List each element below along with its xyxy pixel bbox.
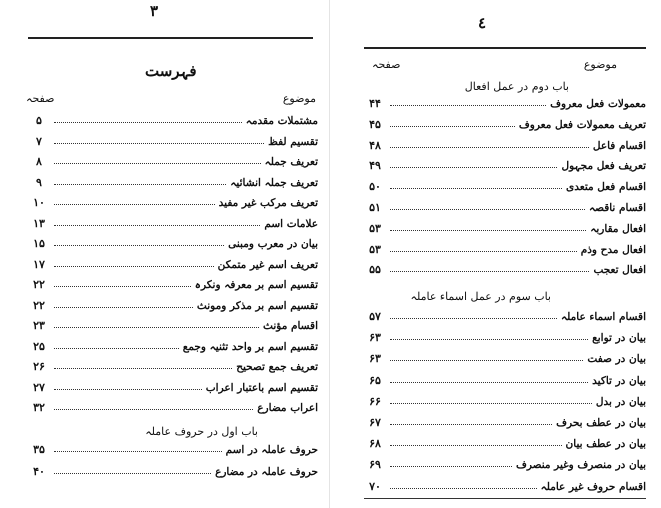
- toc-entry: [28, 215, 318, 233]
- toc-entry: [364, 478, 646, 496]
- toc-entry: [364, 199, 646, 217]
- column-page-label: صفحہ: [372, 58, 401, 71]
- toc-page-number: ۶۳: [369, 331, 381, 345]
- toc-entry: [28, 338, 318, 356]
- toc-leader-dots: [54, 368, 232, 369]
- toc-page-number: ۵۰: [369, 180, 381, 194]
- toc-leader-dots: [54, 266, 214, 267]
- toc-page-number: ۶۸: [369, 437, 381, 451]
- toc-entry: [28, 174, 318, 192]
- toc-page-number: ۶۶: [369, 394, 381, 408]
- toc-entry: [28, 358, 318, 376]
- toc-leader-dots: [390, 126, 515, 127]
- toc-page-number: ۷۰: [369, 479, 381, 493]
- column-page-label: صفحہ: [26, 92, 55, 105]
- toc-page-number: ۴۰: [33, 465, 45, 478]
- toc-entry-title: تعریف جملہ: [264, 156, 318, 168]
- toc-entry-title: تعریف جمع تصحیح: [236, 361, 318, 373]
- toc-entry-title: حروف عاملہ در مضارع: [215, 466, 318, 478]
- toc-entry: [28, 276, 318, 294]
- right-page: [330, 0, 661, 508]
- toc-leader-dots: [54, 451, 222, 452]
- toc-leader-dots: [390, 382, 588, 383]
- page-title: فہرست: [145, 62, 197, 80]
- toc-entry: [28, 133, 318, 151]
- toc-page-number: ۵۳: [369, 242, 381, 256]
- toc-entry: [28, 194, 318, 212]
- toc-entry-title: اقسام فاعل: [592, 139, 646, 152]
- toc-leader-dots: [390, 466, 512, 467]
- toc-entry-title: اقسام مؤنث: [263, 320, 318, 332]
- toc-leader-dots: [54, 389, 202, 390]
- toc-entry-title: بیان در توابع: [592, 332, 646, 345]
- toc-page-number: ۵۵: [369, 263, 381, 277]
- footer-rule: [364, 498, 646, 499]
- toc-leader-dots: [390, 318, 557, 319]
- toc-entry: [28, 256, 318, 274]
- toc-entry: [28, 297, 318, 315]
- toc-page-number: ۲۵: [33, 339, 45, 353]
- toc-entry-title: بیان در عطف بیان: [565, 438, 646, 451]
- toc-page-number: ۲۷: [33, 380, 45, 394]
- toc-page-number: ۶۵: [369, 373, 381, 387]
- toc-entry: [28, 112, 318, 130]
- toc-leader-dots: [390, 251, 577, 252]
- section-heading: باب سوم در عمل اسماء عاملہ: [410, 290, 551, 303]
- toc-page-number: ۴۴: [369, 97, 381, 110]
- toc-entry-title: تعریف جملہ انشائیہ: [230, 176, 318, 189]
- toc-page-number: ۱۵: [33, 237, 45, 250]
- toc-page-number: ۲۳: [33, 319, 45, 332]
- toc-leader-dots: [390, 105, 546, 106]
- page-number: ٤: [478, 14, 487, 32]
- toc-page-number: ۵۳: [369, 221, 381, 235]
- toc-entry-title: اقسام اسماء عاملہ: [561, 311, 646, 323]
- toc-entry: [364, 372, 646, 390]
- toc-entry-title: تقسیم اسم بر مذکر ومونث: [196, 299, 318, 312]
- toc-page-number: ۵۷: [369, 310, 381, 323]
- toc-page-number: ۲۶: [33, 360, 45, 373]
- toc-leader-dots: [54, 184, 226, 185]
- toc-leader-dots: [390, 271, 589, 272]
- toc-page-number: ۱۳: [33, 216, 45, 230]
- toc-entry-title: بیان در تاکید: [592, 374, 646, 387]
- column-topic-label: موضوع: [282, 92, 316, 105]
- header-rule: [28, 37, 313, 39]
- toc-entry: [28, 153, 318, 171]
- toc-entry-title: اقسام فعل متعدی: [566, 181, 646, 194]
- toc-entry: [364, 241, 646, 259]
- left-page: [0, 0, 330, 508]
- toc-leader-dots: [390, 188, 562, 189]
- toc-page-number: ۴۹: [369, 159, 381, 173]
- toc-page-number: ۶۳: [369, 352, 381, 366]
- toc-entry: [364, 116, 646, 134]
- column-topic-label: موضوع: [583, 58, 617, 71]
- toc-page-number: ۴۸: [369, 138, 381, 152]
- toc-page-number: ۹: [36, 175, 42, 189]
- toc-entry-title: بیان در منصرف وغیر منصرف: [515, 459, 646, 472]
- toc-entry-title: تعریف مرکب غیر مفید: [218, 197, 318, 209]
- toc-page-number: ۳۲: [33, 401, 45, 414]
- toc-leader-dots: [54, 245, 224, 246]
- toc-entry: [28, 441, 318, 459]
- toc-entry-title: افعال تعجب: [593, 264, 646, 277]
- toc-leader-dots: [54, 286, 191, 287]
- toc-page-number: ۶۹: [369, 458, 381, 472]
- header-rule: [364, 47, 646, 49]
- toc-page-number: ۴۵: [369, 117, 381, 131]
- toc-leader-dots: [54, 204, 215, 205]
- toc-leader-dots: [54, 348, 179, 349]
- toc-leader-dots: [390, 209, 585, 210]
- toc-entry-title: تعریف اسم غیر متمکن: [217, 258, 318, 271]
- section-heading: باب دوم در عمل افعال: [464, 80, 569, 93]
- toc-page-number: ۷: [36, 134, 42, 148]
- toc-entry-title: مشتملات مقدمہ: [245, 115, 318, 127]
- toc-entry-title: حروف عاملہ در اسم: [225, 444, 318, 456]
- toc-leader-dots: [390, 339, 588, 340]
- toc-entry-title: بیان در بدل: [595, 395, 646, 408]
- toc-entry: [364, 329, 646, 347]
- toc-entry: [364, 414, 646, 432]
- toc-entry: [364, 261, 646, 279]
- toc-entry-title: افعال مدح وذم: [580, 243, 646, 256]
- toc-entry-title: بیان در عطف بحرف: [556, 417, 646, 429]
- toc-leader-dots: [390, 230, 586, 231]
- toc-leader-dots: [54, 163, 261, 164]
- toc-entry-title: علامات اسم: [264, 217, 318, 230]
- toc-leader-dots: [390, 424, 552, 425]
- toc-entry: [364, 435, 646, 453]
- toc-entry: [364, 137, 646, 155]
- toc-leader-dots: [390, 445, 562, 446]
- toc-leader-dots: [54, 122, 242, 123]
- toc-entry: [28, 317, 318, 335]
- section-heading: باب اول در حروف عاملہ: [145, 425, 258, 438]
- toc-leader-dots: [54, 143, 264, 144]
- toc-entry-title: افعال مقاربہ: [590, 222, 646, 235]
- toc-entry-title: تقسیم لفظ: [268, 135, 318, 148]
- toc-leader-dots: [54, 307, 193, 308]
- toc-entry-title: تعریف معمولات فعل معروف: [518, 118, 646, 131]
- toc-entry-title: معمولات فعل معروف: [550, 98, 646, 110]
- toc-leader-dots: [54, 225, 260, 226]
- toc-entry-title: اقسام حروف غیر عاملہ: [540, 480, 646, 493]
- toc-entry: [28, 399, 318, 417]
- toc-entry-title: بیان در معرب ومبنی: [228, 238, 318, 250]
- toc-page-number: ۱۰: [33, 196, 45, 209]
- toc-page-number: ۵۱: [369, 201, 381, 214]
- toc-entry-title: تقسیم اسم بر واحد تثنیہ وجمع: [182, 340, 318, 353]
- toc-page-number: ۲۲: [33, 298, 45, 312]
- toc-leader-dots: [390, 167, 557, 168]
- toc-entry-title: تقسیم اسم باعتبار اعراب: [205, 381, 318, 394]
- toc-entry-title: اقسام ناقصہ: [588, 202, 646, 214]
- toc-leader-dots: [390, 360, 583, 361]
- toc-entry: [364, 308, 646, 326]
- toc-leader-dots: [54, 409, 253, 410]
- toc-entry: [364, 220, 646, 238]
- toc-leader-dots: [54, 327, 259, 328]
- toc-leader-dots: [390, 147, 589, 148]
- toc-entry-title: تعریف فعل مجہول: [561, 160, 646, 173]
- toc-entry: [364, 350, 646, 368]
- toc-leader-dots: [54, 473, 211, 474]
- toc-entry-title: تقسیم اسم بر معرفہ ونکرہ: [194, 279, 318, 291]
- toc-entry-title: بیان در صفت: [587, 353, 646, 366]
- toc-page-number: ۲۲: [33, 278, 45, 291]
- toc-entry: [28, 235, 318, 253]
- toc-page-number: ۸: [36, 155, 42, 168]
- toc-entry: [364, 456, 646, 474]
- toc-page-number: ۶۷: [369, 416, 381, 429]
- toc-entry-title: اعراب مضارع: [257, 402, 318, 414]
- toc-entry: [28, 463, 318, 481]
- toc-page-number: ۵: [36, 114, 42, 127]
- toc-page-number: ۳۵: [33, 443, 45, 456]
- toc-page-number: ۱۷: [33, 257, 45, 271]
- page-number: ۳: [150, 2, 159, 20]
- toc-leader-dots: [390, 403, 592, 404]
- toc-leader-dots: [390, 488, 537, 489]
- toc-entry: [364, 95, 646, 113]
- toc-entry: [364, 393, 646, 411]
- toc-entry: [364, 157, 646, 175]
- toc-entry: [28, 379, 318, 397]
- toc-entry: [364, 178, 646, 196]
